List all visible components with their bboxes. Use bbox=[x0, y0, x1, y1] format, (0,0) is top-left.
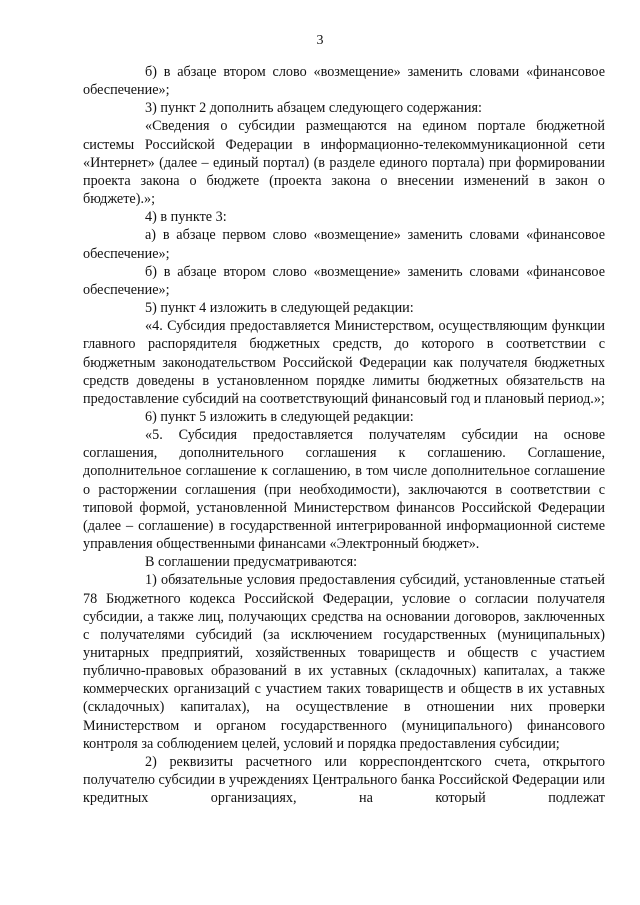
paragraph-clause-4: «4. Субсидия предоставляется Министерством, осуществляющим функции главного распорядителя бюджетных средств, до которого в соответствии с бюджетным законодательством Российской Федерации как получателя бюджетных средств доведены в установленном порядке лимиты бюджетных обязательств на предоставление субсидий на соответствующий финансовый год и плановый период.»; bbox=[83, 318, 605, 407]
document-body bbox=[83, 63, 605, 807]
page-number: 3 bbox=[316, 33, 324, 48]
paragraph-a-first-abzac: а) в абзаце первом слово «возмещение» заменить словами «финансовое обеспечение»; bbox=[83, 227, 605, 262]
paragraph-item-5: 5) пункт 4 изложить в следующей редакции: bbox=[145, 300, 414, 317]
paragraph-item-6: 6) пункт 5 изложить в следующей редакции: bbox=[145, 408, 414, 425]
paragraph-condition-1: 1) обязательные условия предоставления субсидий, установленные статьей 78 Бюджетного кодекса Российской Федерации, условие о согласии получателя субсидии, а также лиц, получающих средства на основании договоров, заключенных с получателями субсидий (за исключением государственных (муниципальных) унитарных предприятий, хозяйственных товариществ и обществ с участием публично-правовых образований в их уставных (складочных) капиталах, а также коммерческих организаций с участием таких товариществ и обществ в их уставных (складочных) капиталах), на осуществление в отношении них проверки Министерством и органом государственного (муниципального) финансового контроля за соблюдением целей, условий и порядка предоставления субсидии; bbox=[83, 572, 605, 752]
paragraph-agreement-provides: В соглашении предусматриваются: bbox=[145, 554, 358, 571]
paragraph-item-3: 3) пункт 2 дополнить абзацем следующего содержания: bbox=[145, 100, 482, 117]
paragraph-subsidy-portal: «Сведения о субсидии размещаются на едином портале бюджетной системы Российской Федерации в информационно-телекоммуникационной сети «Интернет» (далее – единый портал) (в разделе единого портала) при формировании проекта закона о бюджете (проекта закона о внесении изменений в закон о бюджете).»; bbox=[83, 118, 605, 208]
paragraph-b-second-abzac: б) в абзаце втором слово «возмещение» заменить словами «финансовое обеспечение»; bbox=[83, 64, 605, 99]
paragraph-condition-2: 2) реквизиты расчетного или корреспондентского счета, открытого получателю субсидии в учреждениях Центрального банка Российской Федерации или кредитных организациях, на который подлежат bbox=[83, 753, 605, 807]
paragraph-item-4: 4) в пункте 3: bbox=[145, 209, 227, 226]
paragraph-clause-5: «5. Субсидия предоставляется получателям субсидии на основе соглашения, дополнительного соглашения к соглашению. Соглашение, дополнительное соглашение к соглашению, в том числе дополнительное соглашение о расторжении соглашения (при необходимости), заключаются в соответствии с типовой формой, установленной Министерством финансов Российской Федерации (далее – соглашение) в государственной интегрированной информационной системе управления общественными финансами «Электронный бюджет». bbox=[83, 427, 605, 553]
paragraph-b-second-abzac-2: б) в абзаце втором слово «возмещение» заменить словами «финансовое обеспечение»; bbox=[83, 263, 605, 298]
